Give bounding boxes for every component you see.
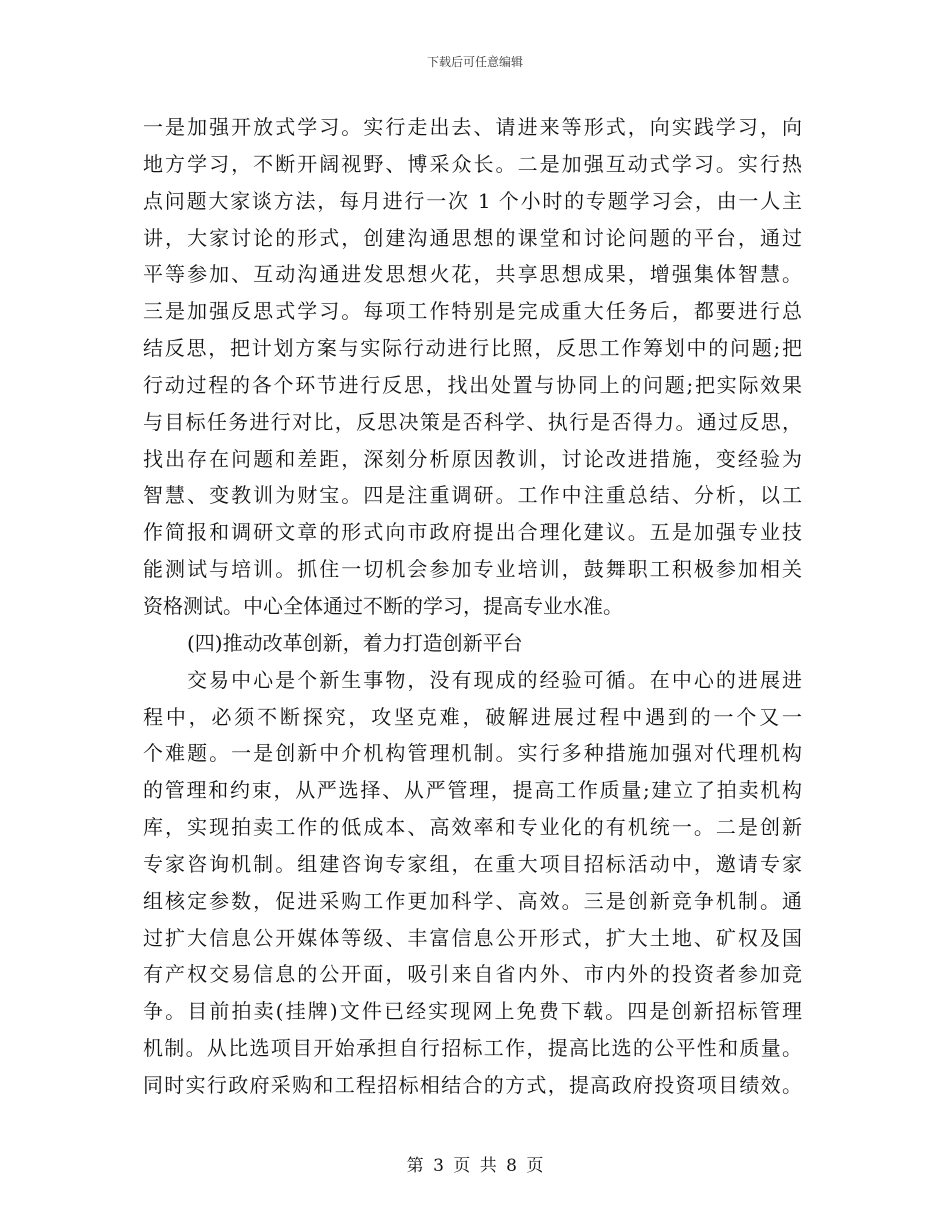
page-number-footer: 第 3 页 共 8 页 bbox=[406, 1156, 544, 1176]
text-line: 三是加强反思式学习。每项工作特别是完成重大任务后，都要进行总 bbox=[143, 299, 802, 324]
text-line: 点问题大家谈方法，每月进行一次 1 个小时的专题学习会，由一人主 bbox=[143, 188, 802, 213]
text-line: 地方学习，不断开阔视野、博采众长。二是加强互动式学习。实行热 bbox=[143, 151, 802, 176]
page-header: 下载后可任意编辑 bbox=[426, 55, 523, 69]
text-line: 智慧、变教训为财宝。四是注重调研。工作中注重总结、分析，以工 bbox=[143, 483, 802, 508]
text-line: 讲，大家讨论的形式，创建沟通思想的课堂和讨论问题的平台，通过 bbox=[143, 225, 802, 250]
text-line: 资格测试。中心全体通过不断的学习，提高专业水准。 bbox=[143, 593, 623, 618]
text-line: 同时实行政府采购和工程招标相结合的方式，提高政府投资项目绩效。 bbox=[143, 1072, 802, 1097]
text-line: 过扩大信息公开媒体等级、丰富信息公开形式，扩大土地、矿权及国 bbox=[143, 925, 802, 950]
text-line: 能测试与培训。抓住一切机会参加专业培训，鼓舞职工积极参加相关 bbox=[143, 557, 802, 582]
text-line: 一是加强开放式学习。实行走出去、请进来等形式，向实践学习，向 bbox=[143, 115, 802, 139]
text-line: 程中，必须不断探究，攻坚克难，破解进展过程中遇到的一个又一 bbox=[143, 704, 802, 729]
text-line: 库，实现拍卖工作的低成本、高效率和专业化的有机统一。二是创新 bbox=[143, 815, 802, 840]
text-line: 与目标任务进行对比，反思决策是否科学、执行是否得力。通过反思， bbox=[143, 409, 802, 434]
paragraph-2 bbox=[143, 662, 802, 1104]
text-line: 有产权交易信息的公开面，吸引来自省内外、市内外的投资者参加竞 bbox=[143, 962, 802, 987]
text-line: 交易中心是个新生事物，没有现成的经验可循。在中心的进展进 bbox=[187, 667, 802, 692]
text-line: 行动过程的各个环节进行反思，找出处置与协同上的问题;把实际效果 bbox=[143, 372, 802, 397]
section-heading: (四)推动改革创新，着力打造创新平台 bbox=[187, 630, 523, 655]
text-line: 组核定参数，促进采购工作更加科学、高效。三是创新竞争机制。通 bbox=[143, 888, 802, 913]
text-line: 的管理和约束，从严选择、从严管理，提高工作质量;建立了拍卖机构 bbox=[143, 778, 802, 803]
document-body bbox=[143, 109, 802, 1104]
text-line: 找出存在问题和差距，深刻分析原因教训，讨论改进措施，变经验为 bbox=[143, 446, 802, 471]
text-line: 结反思，把计划方案与实际行动进行比照，反思工作筹划中的问题;把 bbox=[143, 336, 802, 361]
text-line: 个难题。一是创新中介机构管理机制。实行多种措施加强对代理机构 bbox=[143, 741, 802, 766]
text-line: 作简报和调研文章的形式向市政府提出合理化建议。五是加强专业技 bbox=[143, 520, 802, 545]
text-line: 专家咨询机制。组建咨询专家组，在重大项目招标活动中，邀请专家 bbox=[143, 851, 802, 876]
text-line: 机制。从比选项目开始承担自行招标工作，提高比选的公平性和质量。 bbox=[143, 1036, 802, 1061]
paragraph-1 bbox=[143, 109, 802, 625]
text-line: 平等参加、互动沟通进发思想火花，共享思想成果，增强集体智慧。 bbox=[143, 262, 802, 287]
text-line: 争。目前拍卖(挂牌)文件已经实现网上免费下载。四是创新招标管理 bbox=[143, 999, 802, 1024]
